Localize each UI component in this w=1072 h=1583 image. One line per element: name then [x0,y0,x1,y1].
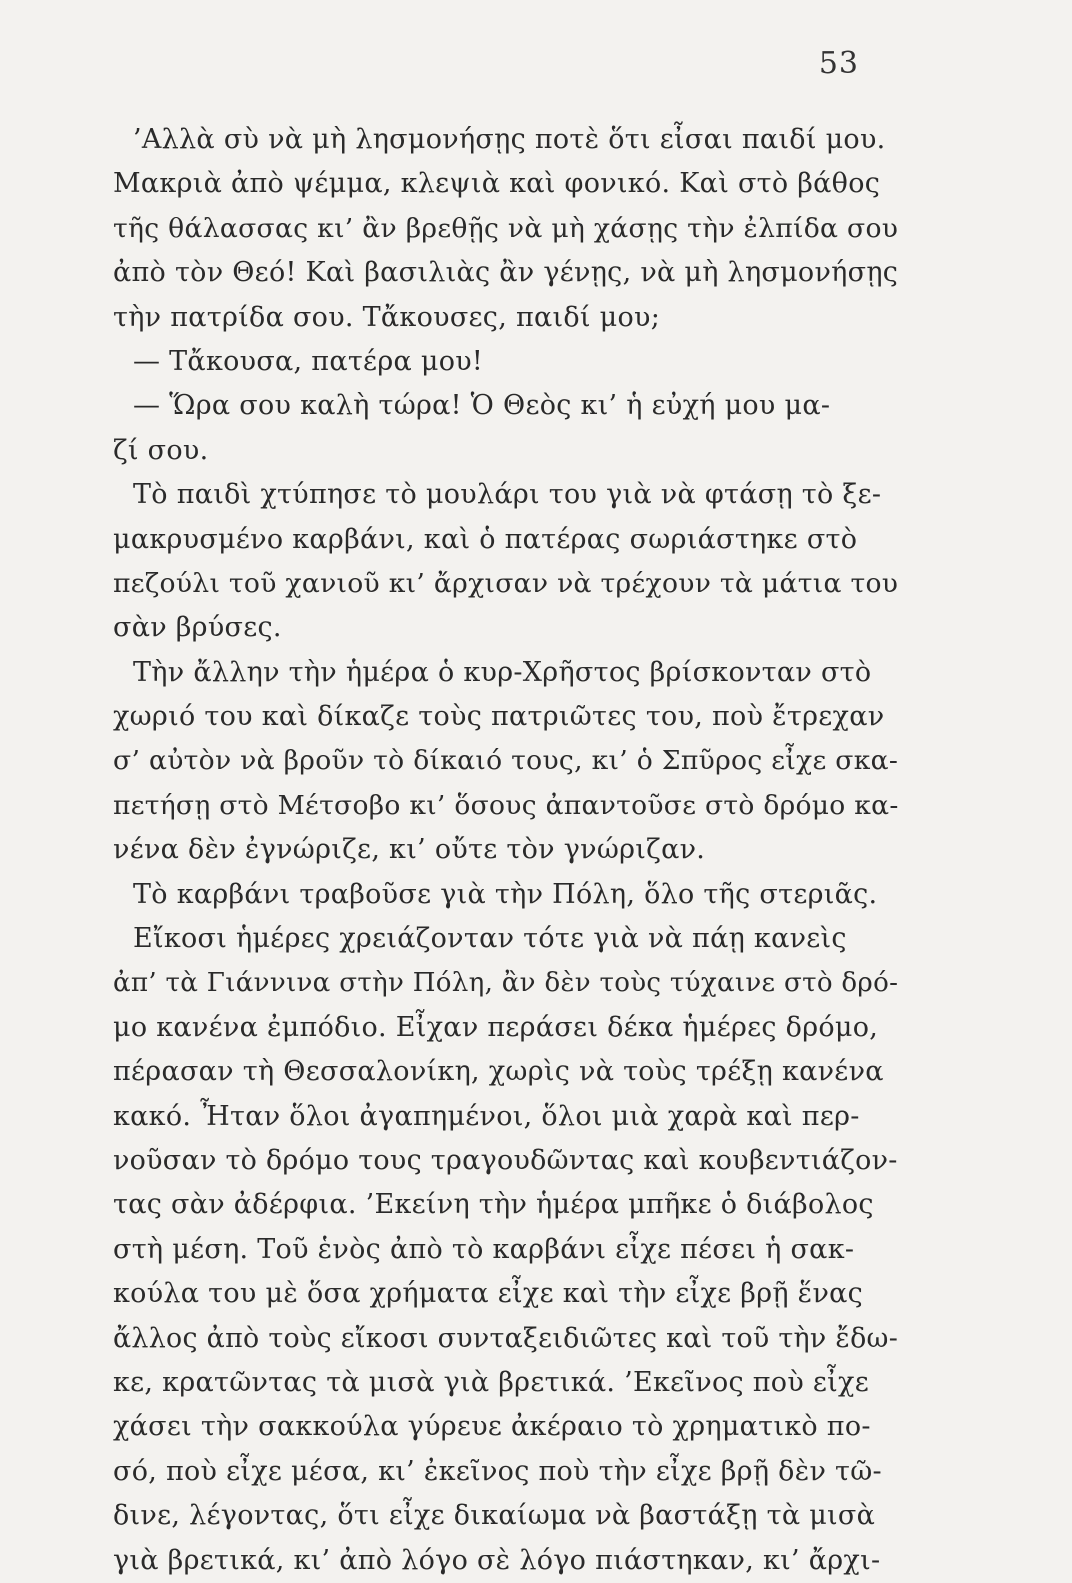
text-line: Εἴκοσι ἡμέρες χρειάζονταν τότε γιὰ νὰ πάῃ κανεὶς [133,923,847,955]
text-line: γιὰ βρετικά, κι’ ἀπὸ λόγο σὲ λόγο πιάστηκαν, κι’ ἄρχι- [113,1544,881,1576]
text-line: — Ὥρα σου καλὴ τώρα! Ὁ Θεὸς κι’ ἡ εὐχή μου μα- [133,390,831,422]
text-line: ἀπ’ τὰ Γιάννινα στὴν Πόλη, ἂν δὲν τοὺς τύχαινε στὸ δρό- [113,968,899,999]
text-line: ’Αλλὰ σὺ νὰ μὴ λησμονήσῃς ποτὲ ὅτι εἶσαι παιδί μου. [133,124,886,155]
text-line: Τὸ παιδὶ χτύπησε τὸ μουλάρι του γιὰ νὰ φτάσῃ τὸ ξε- [133,479,882,511]
text-line: κε, κρατῶντας τὰ μισὰ γιὰ βρετικά. ’Εκεῖνος ποὺ εἶχε [113,1366,869,1398]
text-line: πετήσῃ στὸ Μέτσοβο κι’ ὅσους ἀπαντοῦσε στὸ δρόμο κα- [113,789,899,821]
text-line: — Τἄκουσα, πατέρα μου! [133,345,484,377]
text-line: νένα δὲν ἐγνώριζε, κι’ οὔτε τὸν γνώριζαν. [113,834,706,866]
text-line: πέρασαν τὴ Θεσσαλονίκη, χωρὶς νὰ τοὺς τρέξῃ κανένα [113,1056,884,1088]
text-line: πεζούλι τοῦ χανιοῦ κι’ ἄρχισαν νὰ τρέχουν τὰ μάτια του [113,567,899,599]
text-line: χωριό του καὶ δίκαζε τοὺς πατριῶτες του, ποὺ ἔτρεχαν [113,701,885,733]
text-line: σό, ποὺ εἶχε μέσα, κι’ ἐκεῖνος ποὺ τὴν εἶχε βρῇ δὲν τῶ- [113,1455,882,1487]
body-text [113,118,913,1583]
text-line: μο κανένα ἐμπόδιο. Εἶχαν περάσει δέκα ἡμέρες δρόμο, [113,1011,879,1043]
text-line: Τὸ καρβάνι τραβοῦσε γιὰ τὴν Πόλη, ὅλο τῆς στεριᾶς. [133,878,878,910]
text-line: τῆς θάλασσας κι’ ἂν βρεθῇς νὰ μὴ χάσῃς τὴν ἐλπίδα σου [113,212,899,244]
text-line: χάσει τὴν σακκούλα γύρευε ἀκέραιο τὸ χρηματικὸ πο- [113,1411,871,1443]
text-line: στὴ μέση. Τοῦ ἑνὸς ἀπὸ τὸ καρβάνι εἶχε πέσει ἡ σακ- [113,1233,855,1265]
text-line: μακρυσμένο καρβάνι, καὶ ὁ πατέρας σωριάστηκε στὸ [113,523,858,555]
text-line: τας σὰν ἀδέρφια. ’Εκείνη τὴν ἡμέρα μπῆκε ὁ διάβολος [113,1189,874,1221]
text-line: ἀπὸ τὸν Θεό! Καὶ βασιλιὰς ἂν γένῃς, νὰ μὴ λησμονήσῃς [113,257,899,289]
text-line: δινε, λέγοντας, ὅτι εἶχε δικαίωμα νὰ βαστάξῃ τὰ μισὰ [113,1500,876,1532]
text-line: νοῦσαν τὸ δρόμο τους τραγουδῶντας καὶ κουβεντιάζον- [113,1144,898,1176]
text-line: τὴν πατρίδα σου. Τἄκουσες, παιδί μου; [113,301,661,333]
text-line: Τὴν ἄλλην τὴν ἡμέρα ὁ κυρ-Χρῆστος βρίσκονταν στὸ [133,656,872,688]
text-line: κούλα του μὲ ὅσα χρήματα εἶχε καὶ τὴν εἶχε βρῇ ἕνας [113,1278,864,1310]
text-line: ἄλλος ἀπὸ τοὺς εἴκοσι συνταξειδιῶτες καὶ τοῦ τὴν ἔδω- [113,1322,899,1354]
text-line: ζί σου. [113,434,209,466]
text-line: Μακριὰ ἀπὸ ψέμμα, κλεψιὰ καὶ φονικό. Καὶ στὸ βάθος [113,168,881,200]
text-line: σὰν βρύσες. [113,612,282,644]
page-number: 53 [818,46,859,81]
text-line: κακό. Ἦταν ὅλοι ἀγαπημένοι, ὅλοι μιὰ χαρὰ καὶ περ- [113,1100,860,1132]
text-line: σ’ αὐτὸν νὰ βροῦν τὸ δίκαιό τους, κι’ ὁ Σπῦρος εἶχε σκα- [113,745,899,777]
